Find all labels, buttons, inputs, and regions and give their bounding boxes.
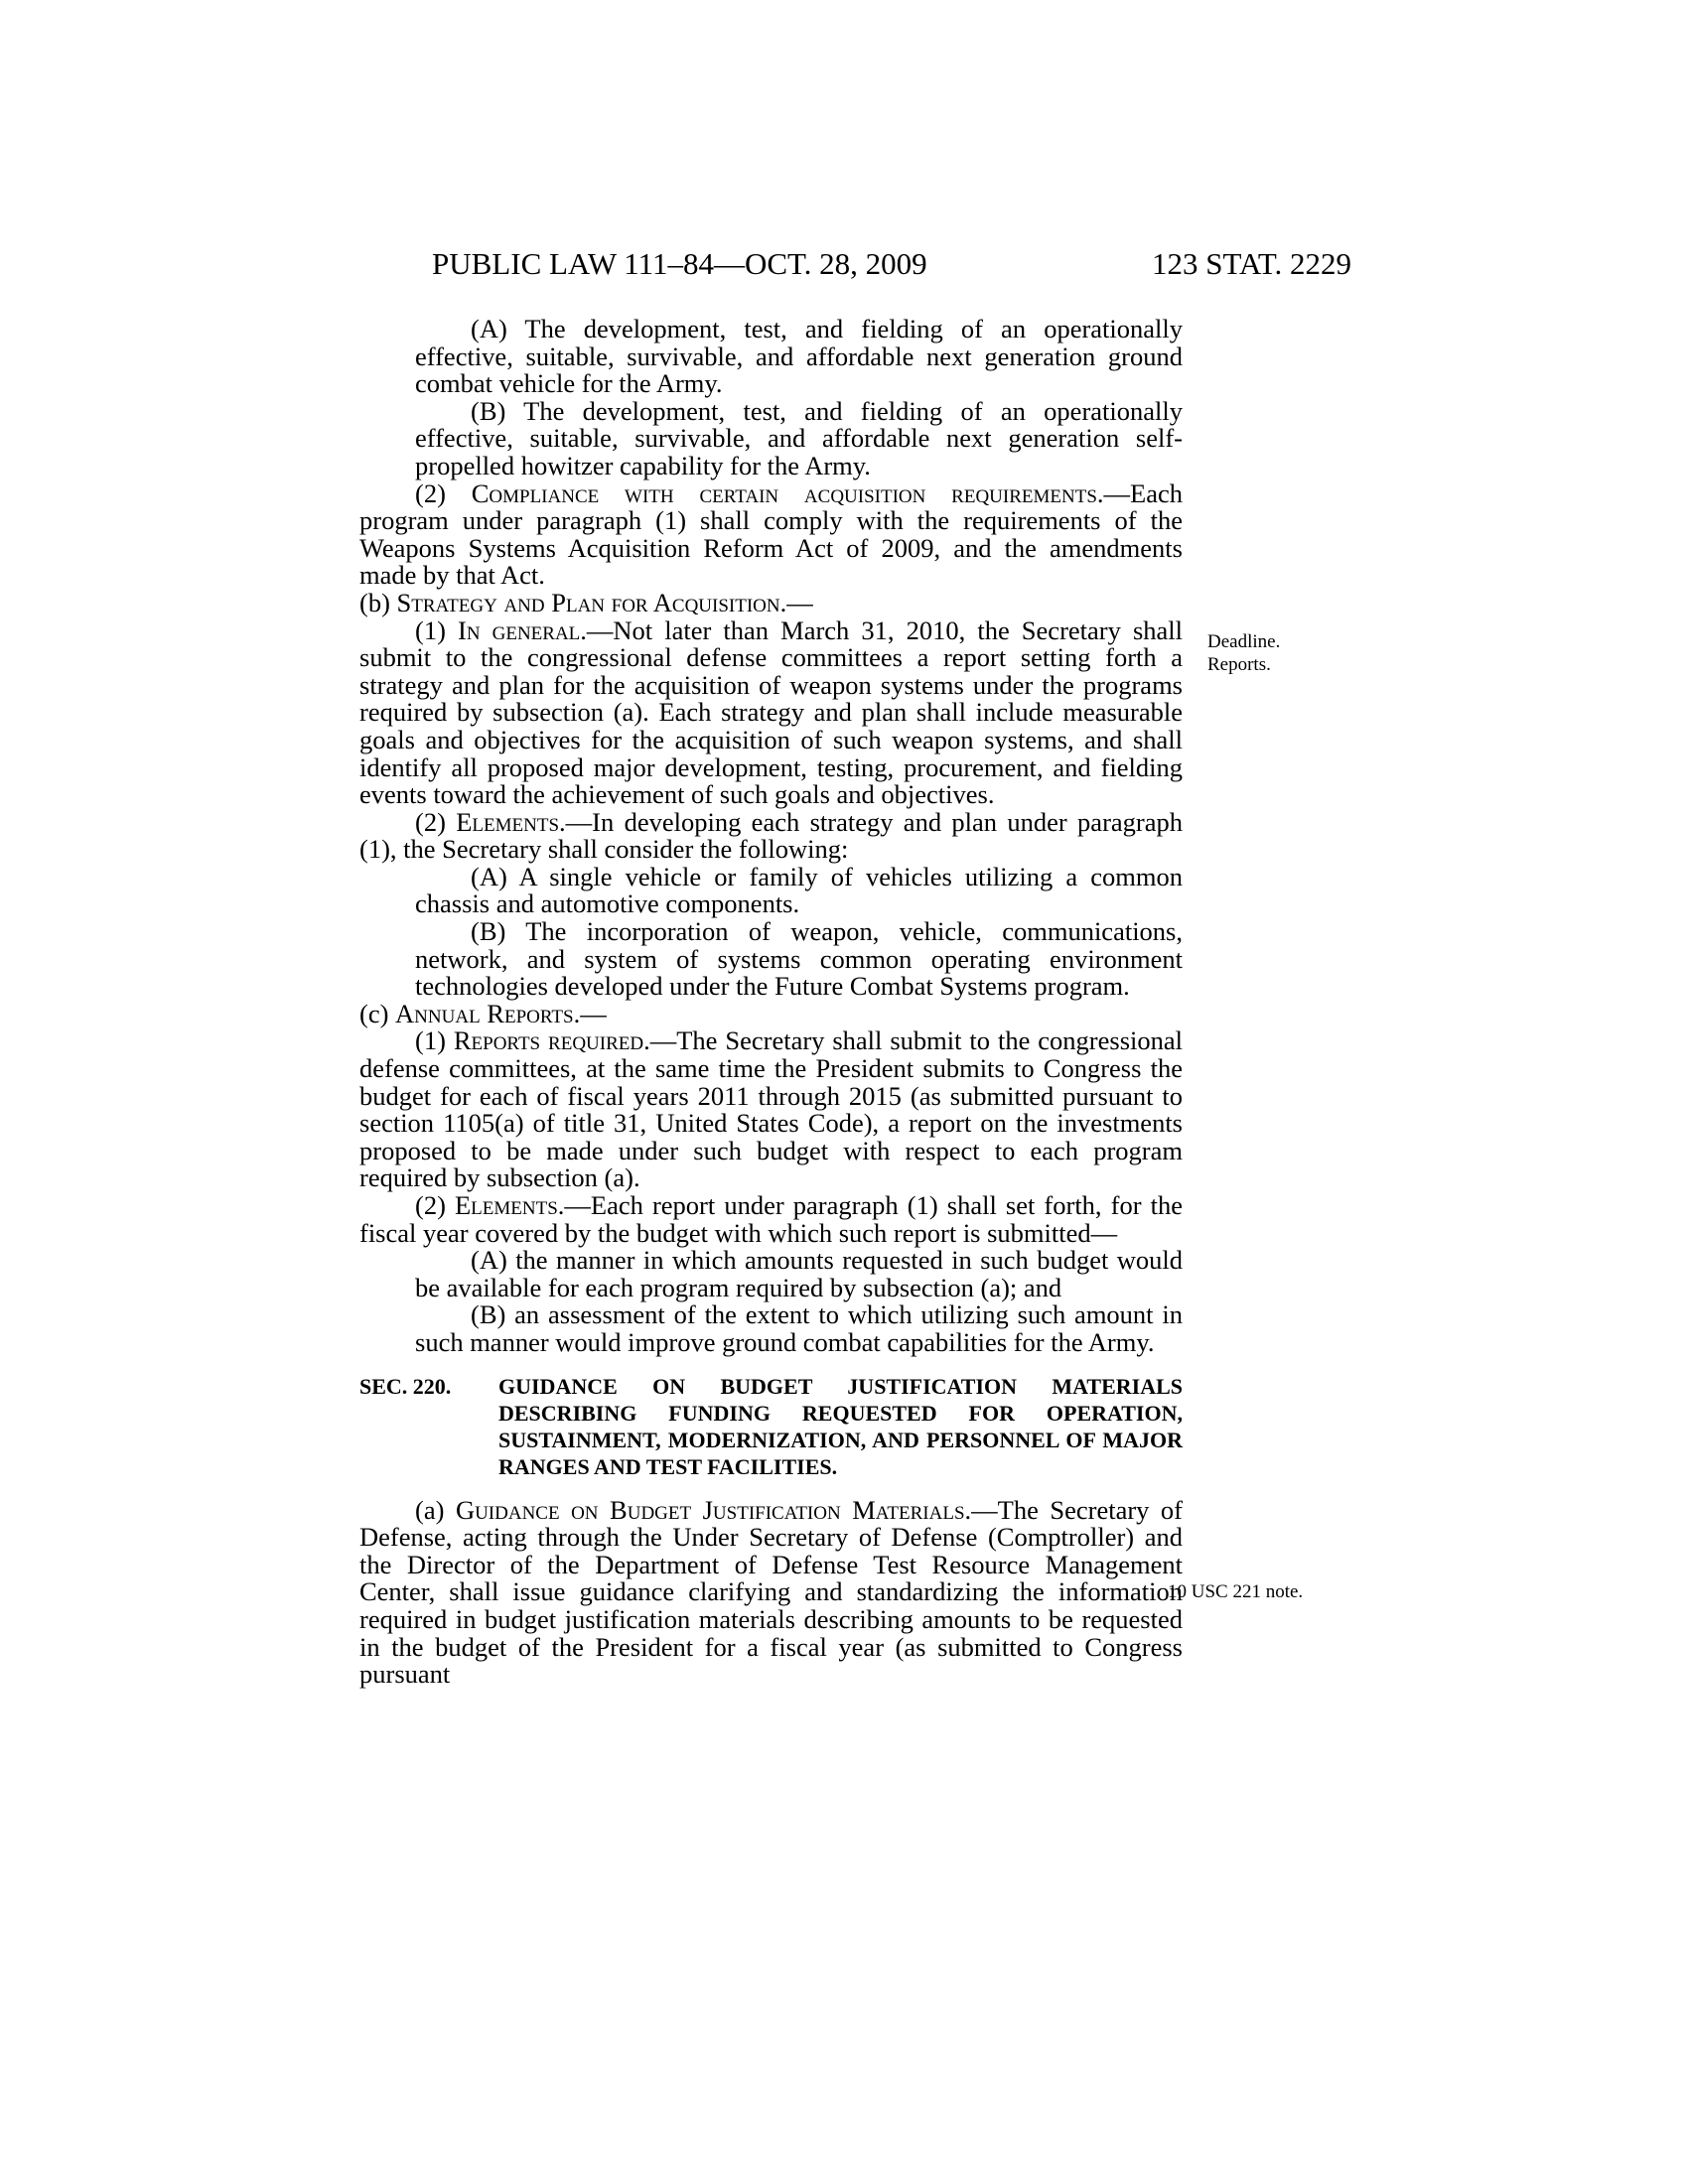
paragraph-c1: (1) Reports required.—The Secretary shall submit to the congressional defense committees, at the same time the President submits to Congress the budget for each of fiscal years 2011 through 2015 (as submitted pursuant to section 1105(a) of title 31, United States Code), a report on the investments proposed to be made under such budget with respect to each program required by subsection (a). [359,1025,1183,1193]
section-title: GUIDANCE ON BUDGET JUSTIFICATION MATERIALS DESCRIBING FUNDING REQUESTED FOR OPERATION, SUSTAINMENT, MODERNIZATION, AND PERSONNEL OF MAJOR RANGES AND TEST FACILITIES. [498,1373,1183,1479]
margin-note-deadline: Deadline. [1207,631,1281,652]
margin-note-usc: 10 USC 221 note. [1168,1581,1304,1602]
paragraph-c2a: (A) the manner in which amounts requested in such budget would be available for each program required by subsection (a); and [415,1245,1183,1302]
paragraph-heading: Elements [455,1190,558,1220]
margin-note-reports: Reports. [1207,654,1271,675]
paragraph-c2b: (B) an assessment of the extent to which utilizing such amount in such manner would improve ground combat capabilities for the Army. [415,1299,1183,1357]
paragraph-heading: In general [458,614,581,645]
section-220-heading [359,1373,1183,1480]
page-header [0,246,1688,286]
paragraph-heading: Compliance with certain acquisition requirements [471,478,1097,508]
body-text [359,316,1183,1689]
paragraph-a1b: (B) The development, test, and fielding of an operationally effective, suitable, survivable, and affordable next generation self-propelled howitzer capability for the Army. [415,395,1183,480]
paragraph-b2a: (A) A single vehicle or family of vehicles utilizing a common chassis and automotive components. [415,861,1183,919]
paragraph-b1: (1) In general.—Not later than March 31, 2010, the Secretary shall submit to the congressional defense committees a report setting forth a strategy and plan for the acquisition of weapon systems under the programs required by subsection (a). Each strategy and plan shall include measurable goals and objectives for the acquisition of such weapon systems, and shall identify all proposed major development, testing, procurement, and fielding events toward the achievement of such goals and objectives. [359,614,1183,810]
subsection-b-heading: (b) Strategy and Plan for Acquisition.— [359,587,813,617]
public-law-title: PUBLIC LAW 111–84—OCT. 28, 2009 [432,246,927,281]
paragraph-b2: (2) Elements.—In developing each strategy and plan under paragraph (1), the Secretary shall consider the following: [359,806,1183,865]
paragraph-heading: Reports required [453,1025,644,1056]
paragraph-heading: Guidance on Budget Justification Materials [455,1494,965,1525]
subsection-c-heading: (c) Annual Reports.— [359,998,607,1028]
section-220-subsection-a: (a) Guidance on Budget Justification Materials.—The Secretary of Defense, acting through the Under Secretary of Defense (Comptroller) and the Director of the Department of Defense Test Resource Management Center, shall issue guidance clarifying and standardizing the information required in budget justification materials describing amounts to be requested in the budget of the President for a fiscal year (as submitted to Congress pursuant [359,1494,1183,1690]
paragraph-c2: (2) Elements.—Each report under paragraph (1) shall set forth, for the fiscal year covered by the budget with which such report is submitted— [359,1190,1183,1248]
paragraph-b2b: (B) The incorporation of weapon, vehicle, communications, network, and system of systems common operating environment technologies developed under the Future Combat Systems program. [415,916,1183,1002]
statute-page-number: 123 STAT. 2229 [1152,246,1352,281]
paragraph-a1a: (A) The development, test, and fielding of an operationally effective, suitable, survivable, and affordable next generation ground combat vehicle for the Army. [415,314,1183,399]
section-number: SEC. 220. [359,1373,452,1399]
paragraph-a2: (2) Compliance with certain acquisition requirements.—Each program under paragraph (1) shall comply with the requirements of the Weapons Systems Acquisition Reform Act of 2009, and the amendments made by that Act. [359,478,1183,591]
paragraph-heading: Elements [456,806,560,837]
